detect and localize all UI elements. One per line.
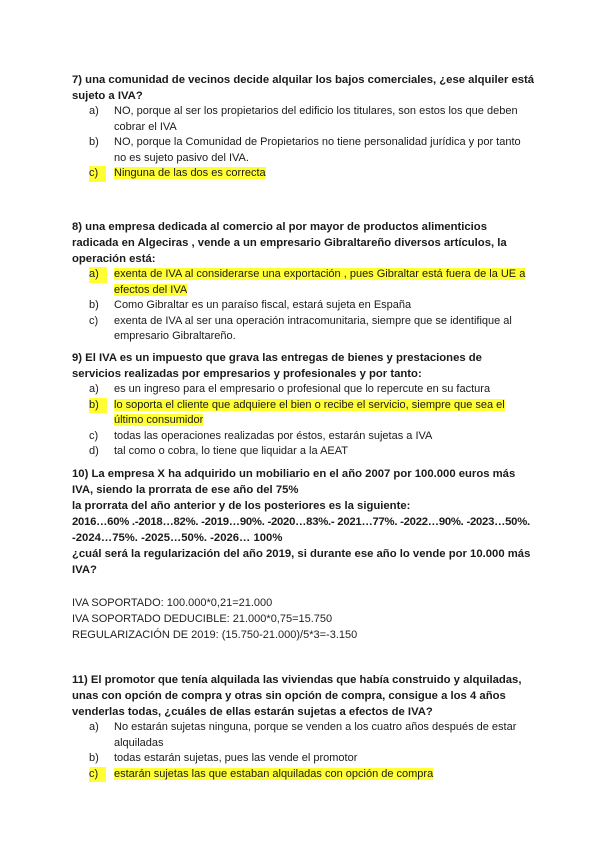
title-line: radicada en Algeciras , vende a un empresario Gibraltareño diversos artículos, la bbox=[72, 237, 507, 249]
option-c bbox=[72, 314, 542, 345]
option-line: exenta de IVA al ser una operación intracomunitaria, siempre que se identifique al bbox=[114, 314, 512, 327]
question-title bbox=[72, 72, 542, 104]
option-line: tal como o cobra, lo tiene que liquidar a la AEAT bbox=[114, 445, 348, 457]
option-letter: a) bbox=[89, 721, 99, 733]
title-line: 8) una empresa dedicada al comercio al por mayor de productos alimenticios bbox=[72, 221, 487, 233]
option-letter: a) bbox=[89, 383, 99, 395]
option-line: no es sujeto pasivo del IVA. bbox=[114, 151, 249, 164]
options-list bbox=[72, 267, 542, 345]
option-line-highlighted: exenta de IVA al considerarse una exportación , pues Gibraltar está fuera de la UE a bbox=[114, 268, 526, 280]
option-line: todas estarán sujetas, pues las vende el promotor bbox=[114, 752, 358, 764]
options-list bbox=[72, 720, 542, 782]
question-10 bbox=[72, 466, 542, 643]
title-line: operación está: bbox=[72, 253, 156, 265]
option-b bbox=[72, 298, 542, 314]
options-list bbox=[72, 104, 542, 182]
option-line: No estarán sujetas ninguna, porque se venden a los cuatro años después de estar bbox=[114, 721, 517, 733]
option-c bbox=[72, 166, 542, 182]
option-d bbox=[72, 444, 542, 460]
calc-line: IVA SOPORTADO: 100.000*0,21=21.000 bbox=[72, 597, 273, 609]
option-letter: c) bbox=[89, 314, 99, 327]
title-line: IVA? bbox=[72, 564, 97, 576]
calc-line: REGULARIZACIÓN DE 2019: (15.750-21.000)/5*3=-3.150 bbox=[72, 629, 358, 641]
option-line: Como Gibraltar es un paraíso fiscal, estará sujeta en España bbox=[114, 299, 412, 311]
option-letter: b) bbox=[89, 299, 99, 311]
option-letter: d) bbox=[89, 445, 99, 457]
option-letter: a) bbox=[89, 267, 107, 283]
title-line: la prorrata del año anterior y de los posteriores es la siguiente: bbox=[72, 500, 411, 512]
title-line: servicios realizadas por empresarios y profesionales y por tanto: bbox=[72, 368, 422, 380]
calc-line: IVA SOPORTADO DEDUCIBLE: 21.000*0,75=15.750 bbox=[72, 613, 333, 625]
options-list bbox=[72, 382, 542, 460]
option-letter: a) bbox=[89, 105, 99, 117]
title-line: venderlas todas, ¿cuáles de ellas estarán sujetas a efectos de IVA? bbox=[72, 706, 433, 718]
option-line: cobrar el IVA bbox=[114, 120, 177, 133]
option-a bbox=[72, 720, 542, 751]
question-title bbox=[72, 350, 542, 382]
title-line: 9) El IVA es un impuesto que grava las entregas de bienes y prestaciones de bbox=[72, 352, 482, 364]
option-b bbox=[72, 751, 542, 767]
option-a bbox=[72, 267, 542, 298]
option-b bbox=[72, 135, 542, 166]
title-line: ¿cuál será la regularización del año 2019, si durante ese año lo vende por 10.000 más bbox=[72, 548, 531, 560]
option-a bbox=[72, 104, 542, 135]
title-line: -2024…75%. -2025…50%. -2026… 100% bbox=[72, 532, 283, 544]
title-line: 2016…60% .-2018…82%. -2019…90%. -2020…83%.- 2021…77%. -2022…90%. -2023…50%. bbox=[72, 516, 530, 528]
option-line: todas las operaciones realizadas por éstos, estarán sujetas a IVA bbox=[114, 429, 433, 442]
option-line-highlighted: estarán sujetas las que estaban alquiladas con opción de compra bbox=[114, 767, 434, 780]
option-a bbox=[72, 382, 542, 398]
option-b bbox=[72, 398, 542, 429]
option-letter: c) bbox=[89, 166, 106, 182]
title-line: sujeto a IVA? bbox=[72, 90, 143, 102]
question-title bbox=[72, 219, 542, 267]
question-title bbox=[72, 672, 542, 720]
calculation-block bbox=[72, 595, 542, 643]
option-letter: c) bbox=[89, 429, 99, 442]
question-title bbox=[72, 466, 542, 578]
option-letter: b) bbox=[89, 136, 99, 148]
option-letter: b) bbox=[89, 398, 107, 414]
option-line: es un ingreso para el empresario o profesional que lo repercute en su factura bbox=[114, 383, 491, 395]
title-line: 7) una comunidad de vecinos decide alquilar los bajos comerciales, ¿ese alquiler está bbox=[72, 74, 535, 86]
option-line: empresario Gibraltareño. bbox=[114, 330, 236, 342]
title-line: unas con opción de compra y otras sin opción de compra, consigue a los 4 años bbox=[72, 690, 506, 702]
option-line-highlighted: Ninguna de las dos es correcta bbox=[114, 167, 266, 179]
question-9 bbox=[72, 350, 542, 460]
question-11 bbox=[72, 672, 542, 782]
option-c bbox=[72, 429, 542, 445]
option-line-highlighted: último consumidor bbox=[114, 414, 204, 426]
title-line: 10) La empresa X ha adquirido un mobiliario en el año 2007 por 100.000 euros más bbox=[72, 468, 516, 480]
option-line-highlighted: lo soporta el cliente que adquiere el bien o recibe el servicio, siempre que sea el bbox=[114, 398, 505, 411]
option-line: alquiladas bbox=[114, 736, 164, 749]
option-line: NO, porque la Comunidad de Propietarios no tiene personalidad jurídica y por tanto bbox=[114, 136, 521, 148]
question-8 bbox=[72, 219, 542, 345]
option-c bbox=[72, 767, 542, 783]
option-letter: c) bbox=[89, 767, 106, 783]
title-line: 11) El promotor que tenía alquilada las viviendas que había construido y alquiladas, bbox=[72, 674, 522, 686]
option-line-highlighted: efectos del IVA bbox=[114, 283, 188, 296]
title-line: IVA, siendo la prorrata de ese año del 75% bbox=[72, 484, 299, 496]
question-7 bbox=[72, 72, 542, 182]
option-letter: b) bbox=[89, 752, 99, 764]
option-line: NO, porque al ser los propietarios del edificio los titulares, son estos los que deben bbox=[114, 105, 518, 117]
